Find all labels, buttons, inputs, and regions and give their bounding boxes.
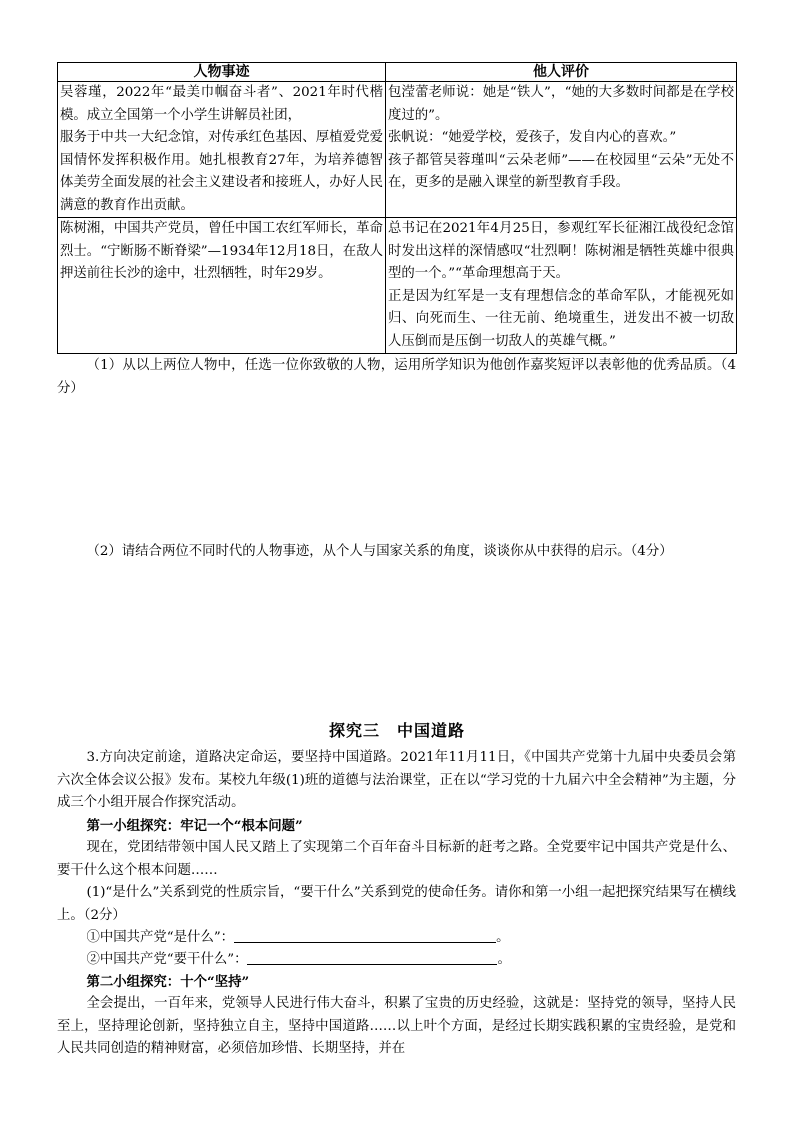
table-cell-comments [386, 82, 737, 218]
fill-end: 。 [496, 930, 510, 945]
answer-blank[interactable] [234, 928, 496, 943]
cell-text: 服务于中共一大纪念馆，对传承红色基因、厚植爱党爱国情怀发挥积极作用。她扎根教育27年，为培养德智体美劳全面发展的社会主义建设者和接班人，办好人民满意的教育作出贡献。 [60, 130, 383, 213]
table-cell-deeds [58, 218, 386, 354]
cell-text: 总书记在2021年4月25日，参观红军长征湘江战役纪念馆时发出这样的深情感叹“壮烈啊！陈树湘是牺牲英雄中很典型的一个。”“革命理想高于天。 [388, 221, 734, 281]
table-header-row [58, 63, 737, 82]
table-row [58, 218, 737, 354]
group2-title: 第二小组探究：十个“坚持” [86, 974, 250, 990]
question-1: （1）从以上两位人物中，任选一位你致敬的人物，运用所学知识为他创作嘉奖短评以表彰他的优秀品质。（4分） [57, 358, 736, 396]
table-row [58, 82, 737, 218]
section-title: 探究三 中国道路 [328, 721, 465, 740]
cell-text: 张帆说：“她爱学校，爱孩子，发自内心的喜欢。” [388, 130, 677, 145]
cell-text: 正是因为红军是一支有理想信念的革命军队，才能视死如归、向死而生、一往无前、绝境重生，迸发出不被一切敌人压倒而是压倒一切敌人的英雄气概。” [388, 288, 734, 349]
cell-text: 吴蓉瑾，2022年“最美巾帼奋斗者”、2021年时代楷模。成立全国第一个小学生讲解员社团， [60, 85, 383, 123]
cell-text: 包滢蕾老师说：她是“铁人”，“她的大多数时间都是在学校度过的”。 [388, 85, 734, 123]
answer-blank[interactable] [247, 950, 497, 965]
figure-table [57, 62, 737, 354]
group2-text: 全会提出，一百年来，党领导人民进行伟大奋斗，积累了宝贵的历史经验，这就是：坚持党的领导，坚持人民至上，坚持理论创新，坚持独立自主，坚持中国道路……以上叶个方面，是经过长期实践积累的宝贵经验，是党和人民共同创造的精神财富，必须倍加珍惜、长期坚持，并在 [57, 996, 736, 1056]
cell-text: 陈树湘，中国共产党员，曾任中国工农红军师长，革命烈士。“宁断肠不断脊梁”—1934年12月18日，在敌人押送前往长沙的途中，壮烈牺牲，时年29岁。 [60, 221, 383, 281]
question-2: （2）请结合两位不同时代的人物事迹，从个人与国家关系的角度，谈谈你从中获得的启示。（4分） [86, 544, 673, 559]
table-cell-comments [386, 218, 737, 354]
intro-paragraph: 3.方向决定前途，道路决定命运，要坚持中国道路。2021年11月11日，《中国共产党第十九届中央委员会第六次全体会议公报》发布。某校九年级(1)班的道德与法治课堂，正在以“学习党的十九届六中全会精神”为主题，分成三个小组开展合作探究活动。 [57, 750, 736, 810]
fill-line-1 [57, 927, 736, 950]
fill-label: ②中国共产党“要干什么”： [86, 952, 248, 967]
fill-end: 。 [497, 952, 511, 967]
group1-question: (1)“是什么”关系到党的性质宗旨，“要干什么”关系到党的使命任务。请你和第一小组一起把探究结果写在横线上。（2分） [57, 885, 736, 923]
table-header-comments: 他人评价 [386, 63, 737, 82]
table-header-deeds: 人物事迹 [58, 63, 386, 82]
group1-title: 第一小组探究：牢记一个“根本问题” [86, 818, 303, 834]
group1-text: 现在，党团结带领中国人民又踏上了实现第二个百年奋斗目标新的赶考之路。全党要牢记中国共产党是什么、要干什么这个根本问题…… [57, 840, 736, 878]
cell-text: 孩子都管吴蓉瑾叫“云朵老师”——在校园里“云朵”无处不在，更多的是融入课堂的新型教育手段。 [388, 152, 734, 190]
fill-line-2 [57, 949, 736, 972]
fill-label: ①中国共产党“是什么”： [86, 930, 235, 945]
table-cell-deeds [58, 82, 386, 218]
